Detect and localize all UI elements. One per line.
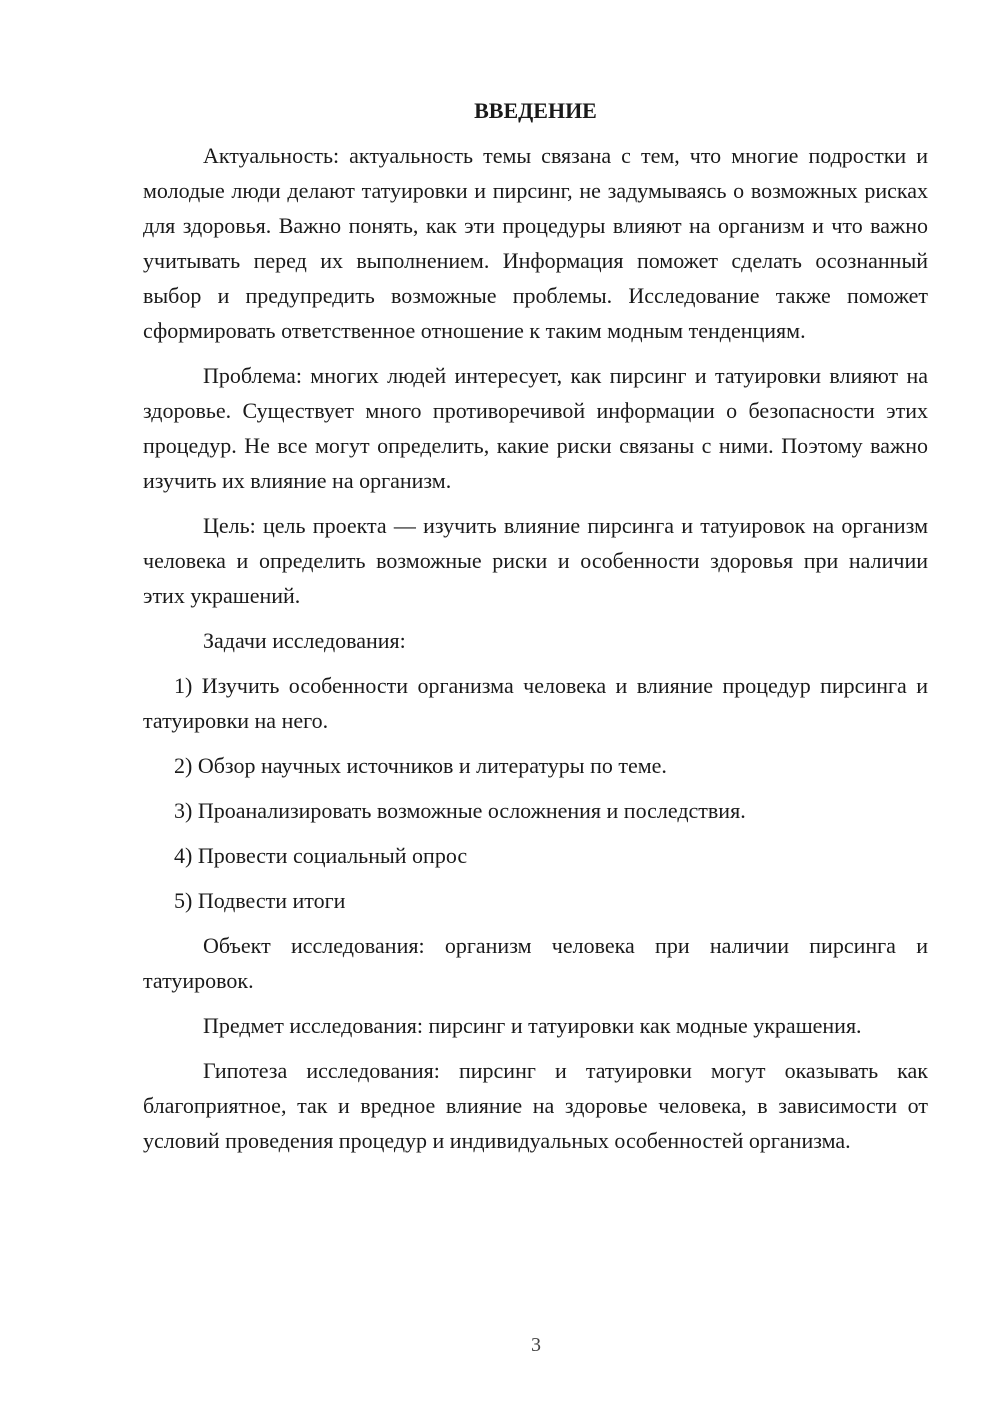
task-item-4: 4) Провести социальный опрос xyxy=(174,843,468,868)
task-item-2: 2) Обзор научных источников и литературы по теме. xyxy=(174,753,667,778)
page-number: 3 xyxy=(531,1334,541,1356)
paragraph-relevance: Актуальность: актуальность темы связана с тем, что многие подростки и молодые люди делают татуировки и пирсинг, не задумываясь о возможных рисках для здоровья. Важно понять, как эти процедуры влияют на организм и что важно учитывать перед их выполнением. Информация поможет сделать осознанный выбор и предупредить возможные проблемы. Исследование также поможет сформировать ответственное отношение к таким модным тенденциям. xyxy=(143,143,928,343)
paragraph-goal: Цель: цель проекта — изучить влияние пирсинга и татуировок на организм человека и определить возможные риски и особенности здоровья при наличии этих украшений. xyxy=(143,513,928,608)
task-item-5: 5) Подвести итоги xyxy=(174,888,346,913)
document-page xyxy=(143,96,928,1168)
tasks-heading: Задачи исследования: xyxy=(203,628,406,653)
section-title: ВВЕДЕНИЕ xyxy=(474,98,597,123)
task-item-3: 3) Проанализировать возможные осложнения и последствия. xyxy=(174,798,746,823)
paragraph-object: Объект исследования: организм человека при наличии пирсинга и татуировок. xyxy=(143,933,928,993)
paragraph-subject: Предмет исследования: пирсинг и татуировки как модные украшения. xyxy=(203,1013,862,1038)
task-item-1: 1) Изучить особенности организма человека и влияние процедур пирсинга и татуировки на него. xyxy=(143,673,928,733)
paragraph-problem: Проблема: многих людей интересует, как пирсинг и татуировки влияют на здоровье. Существует много противоречивой информации о безопасности этих процедур. Не все могут определить, какие риски связаны с ними. Поэтому важно изучить их влияние на организм. xyxy=(143,363,928,493)
paragraph-hypothesis: Гипотеза исследования: пирсинг и татуировки могут оказывать как благоприятное, так и вредное влияние на здоровье человека, в зависимости от условий проведения процедур и индивидуальных особенностей организма. xyxy=(143,1058,928,1153)
